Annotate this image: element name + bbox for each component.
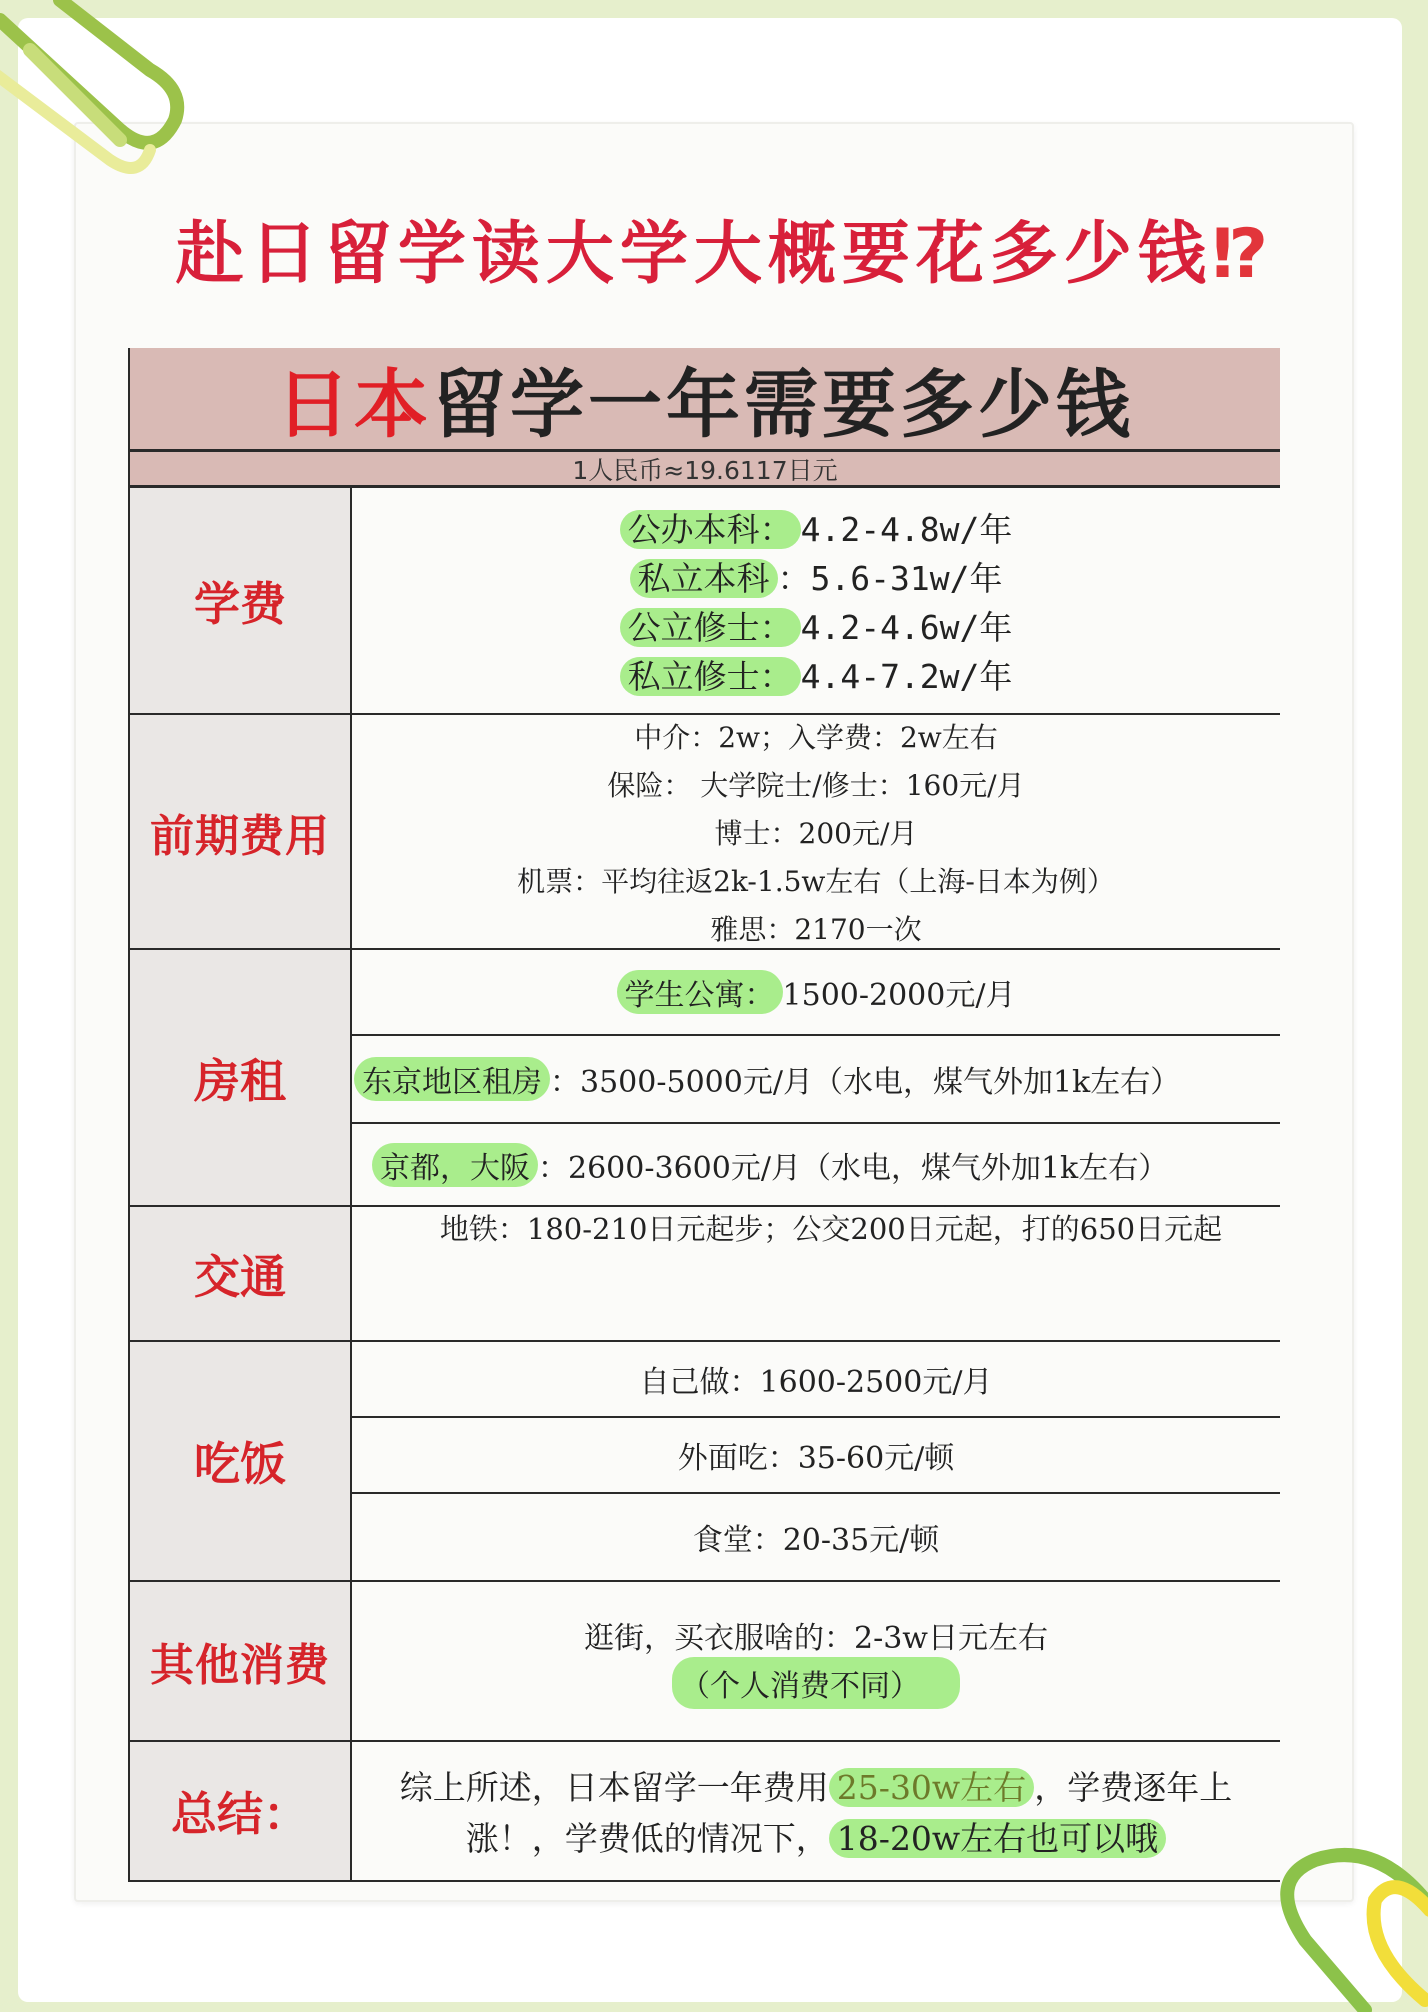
list-item: 私立修士： 4.4-7.2w/年 [620,651,1013,698]
row-other [130,1582,1280,1742]
list-item: 学生公寓： 1500-2000元/月 [352,950,1280,1034]
list-item: 自己做：1600-2500元/月 [639,1365,993,1400]
row-label-other: 其他消费 [130,1582,352,1740]
row-label-food: 吃饭 [130,1342,352,1580]
other-text: 逛街，买衣服啥的：2-3w日元左右 （个人消费不同） [352,1582,1280,1740]
list-item: 东京地区租房 ：3500-5000元/月（水电，煤气外加1k左右） [352,1034,1280,1122]
interrobang-icon: ⁉ [1211,215,1275,294]
list-item: 食堂：20-35元/顿 [352,1492,1280,1580]
rent-list [352,950,1280,1205]
table-title-dark: 留学一年需要多少钱 [432,361,1134,448]
table-title-red: 日本 [276,361,432,448]
row-tuition [130,488,1280,715]
row-label-summary: 总结： [130,1742,352,1880]
list-item: 保险： 大学院士/修士：160元/月 [607,768,1025,802]
upfront-list [352,715,1280,948]
table-title [130,348,1280,452]
row-transport [130,1207,1280,1342]
page-headline [150,200,1300,297]
list-item: 公办本科： 4.2-4.8w/年 [620,504,1013,551]
row-summary [130,1742,1280,1882]
list-item: 外面吃：35-60元/顿 [352,1416,1280,1492]
tuition-list [352,488,1280,713]
list-item: 雅思：2170一次 [710,912,922,946]
row-label-upfront: 前期费用 [130,715,352,948]
summary-line-1: 综上所述，日本留学一年费用 25-30w左右 ，学费逐年上 [399,1768,1233,1807]
summary-text [352,1742,1280,1880]
list-item: 公立修士： 4.2-4.6w/年 [620,602,1013,649]
list-item: 博士：200元/月 [714,816,918,850]
list-item: 京都，大阪 ：2600-3600元/月（水电，煤气外加1k左右） [352,1122,1280,1205]
row-upfront [130,715,1280,950]
paperclip-top-left-icon [0,0,230,190]
food-list [352,1342,1280,1580]
headline-text: 赴日留学读大学大概要花多少钱 [175,215,1212,294]
exchange-rate-note: 1人民币≈19.6117日元 [130,452,1280,488]
transport-text: 地铁：180-210日元起步；公交200日元起，打的650日元起 [439,1212,1223,1246]
row-rent [130,950,1280,1207]
paperclip-bottom-right-icon [1215,1800,1428,2012]
row-label-tuition: 学费 [130,488,352,713]
list-item: 中介：2w；入学费：2w左右 [634,720,998,754]
summary-line-2: 涨！，学费低的情况下， 18-20w左右也可以哦 [466,1813,1166,1860]
row-label-transport: 交通 [130,1207,352,1340]
row-food [130,1342,1280,1582]
row-label-rent: 房租 [130,950,352,1205]
list-item: 机票：平均往返2k-1.5w左右（上海-日本为例） [517,864,1115,898]
cost-table [128,348,1280,1882]
list-item: 私立本科 ：5.6-31w/年 [630,553,1003,600]
